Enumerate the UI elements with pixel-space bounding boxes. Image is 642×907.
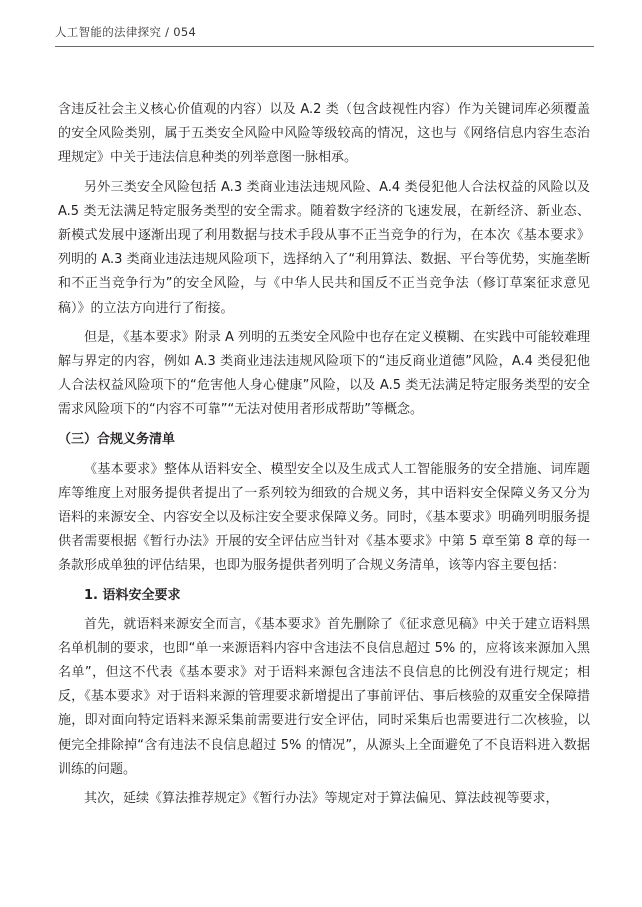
paragraph-corpus-source: 首先，就语料来源安全而言，《基本要求》首先删除了《征求意见稿》中关于建立语料黑名单机制的要求，也即“单一来源语料内容中含违法不良信息超过 5% 的，应将该来源加入黑名单”，但这不代表《基本要求》对于语料来源包含违法不良信息的比例没有进行规定；相反，《基本要求》对于语料来源的管理要求新增提出了事前评估、事后核验的双重安全保障措施，即对面向特定语料来源采集前需要进行安全评估，同时采集后也需要进行二次核验，以便完全排除掉“含有违法不良信息超过 5% 的情况”，从源头上全面避免了不良语料进入数据训练的问题。 <box>58 616 590 777</box>
body-text <box>58 98 590 816</box>
section-heading-compliance-list: （三）合规义务清单 <box>58 431 176 447</box>
paragraph-ambiguity: 但是，《基本要求》附录 A 列明的五类安全风险中也存在定义模糊、在实践中可能较难理解与界定的内容，例如 A.3 类商业违法违规风险项下的“违反商业道德”风险，A.4 类侵犯他人合法权益风险项下的“危害他人身心健康”风险，以及 A.5 类无法满足特定服务类型的安全需求风险项下的“内容不可靠”“无法对使用者形成帮助”等概念。 <box>58 329 590 418</box>
paragraph-other-risks: 另外三类安全风险包括 A.3 类商业违法违规风险、A.4 类侵犯他人合法权益的风险以及 A.5 类无法满足特定服务类型的安全需求。随着数字经济的飞速发展，在新经济、新业态、新模式发展中逐渐出现了利用数据与技术手段从事不正当竞争的行为，在本次《基本要求》列明的 A.3 类商业违法违规风险项下，选择纳入了“利用算法、数据、平台等优势，实施垄断和不正当竞争行为”的安全风险，与《中华人民共和国反不正当竞争法（修订草案征求意见稿）》的立法方向进行了衔接。 <box>58 179 590 316</box>
paragraph-continuation: 含违反社会主义核心价值观的内容）以及 A.2 类（包含歧视性内容）作为关键词库必须覆盖的安全风险类别，属于五类安全风险中风险等级较高的情况，这也与《网络信息内容生态治理规定》中关于违法信息种类的列举意图一脉相承。 <box>58 102 590 166</box>
header-divider <box>55 46 594 47</box>
paragraph-algorithm-bias: 其次，延续《算法推荐规定》《暂行办法》等规定对于算法偏见、算法歧视等要求， <box>84 791 559 807</box>
running-header: 人工智能的法律探究 / 054 <box>55 25 197 39</box>
subsection-heading-corpus-security: 1. 语料安全要求 <box>84 587 181 603</box>
paragraph-compliance-overview: 《基本要求》整体从语料安全、模型安全以及生成式人工智能服务的安全措施、词库题库等维度上对服务提供者提出了一系列较为细致的合规义务，其中语料安全保障义务又分为语料的来源安全、内容安全以及标注安全要求保障义务。同时，《基本要求》明确列明服务提供者需要根据《暂行办法》开展的安全评估应当针对《基本要求》中第 5 章至第 8 章的每一条款形成单独的评估结果，也即为服务提供者列明了合规义务清单，该等内容主要包括： <box>58 461 590 574</box>
